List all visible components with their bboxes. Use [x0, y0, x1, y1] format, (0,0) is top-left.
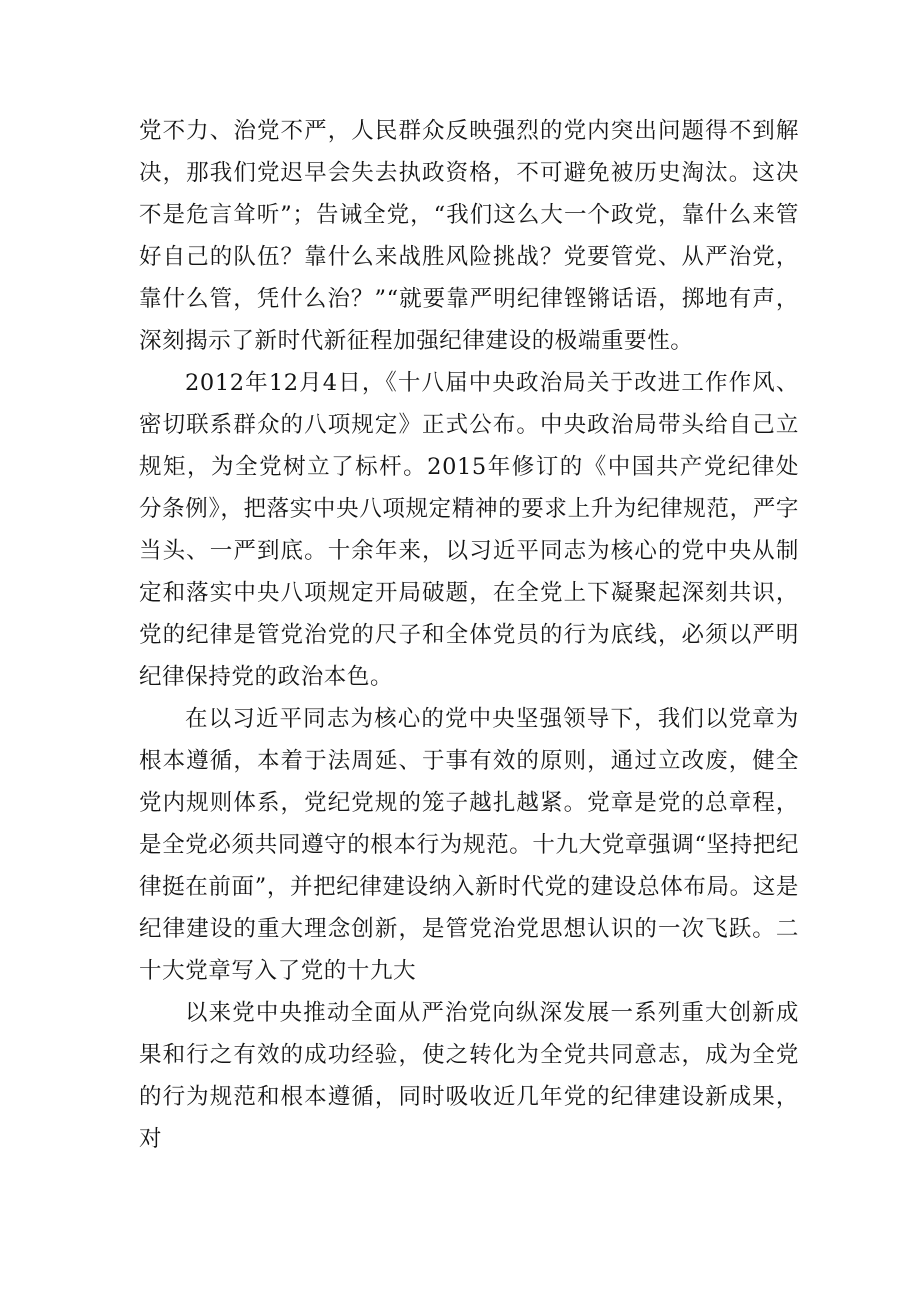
paragraph-3: 在以习近平同志为核心的党中央坚强领导下，我们以党章为根本遵循，本着于法周延、于事有效的原则，通过立改废，健全党内规则体系，党纪党规的笼子越扎越紧。党章是党的总章程，是全党必须共同遵守的根本行为规范。十九大党章强调“坚持把纪律挺在前面”，并把纪律建设纳入新时代党的建设总体布局。这是纪律建设的重大理念创新，是管党治党思想认识的一次飞跃。二十大党章写入了党的十九大 [139, 706, 799, 984]
paragraph-4: 以来党中央推动全面从严治党向纵深发展一系列重大创新成果和行之有效的成功经验，使之转化为全党共同意志，成为全党的行为规范和根本遵循，同时吸收近几年党的纪律建设新成果，对 [139, 1000, 799, 1152]
paragraph-2: 2012年12月4日，《十八届中央政治局关于改进工作作风、密切联系群众的八项规定》正式公布。中央政治局带头给自己立规矩，为全党树立了标杆。2015年修订的《中国共产党纪律处分条例》，把落实中央八项规定精神的要求上升为纪律规范，严字当头、一严到底。十余年来，以习近平同志为核心的党中央从制定和落实中央八项规定开局破题，在全党上下凝聚起深刻共识，党的纪律是管党治党的尺子和全体党员的行为底线，必须以严明纪律保持党的政治本色。 [139, 370, 799, 690]
document-body [139, 110, 799, 1160]
paragraph-1: 党不力、治党不严，人民群众反映强烈的党内突出问题得不到解决，那我们党迟早会失去执政资格，不可避免被历史淘汰。这决不是危言耸听”；告诫全党，“我们这么大一个政党，靠什么来管好自己的队伍？靠什么来战胜风险挑战？党要管党、从严治党，靠什么管，凭什么治？”“就要靠严明纪律铿锵话语，掷地有声，深刻揭示了新时代新征程加强纪律建设的极端重要性。 [139, 118, 799, 354]
